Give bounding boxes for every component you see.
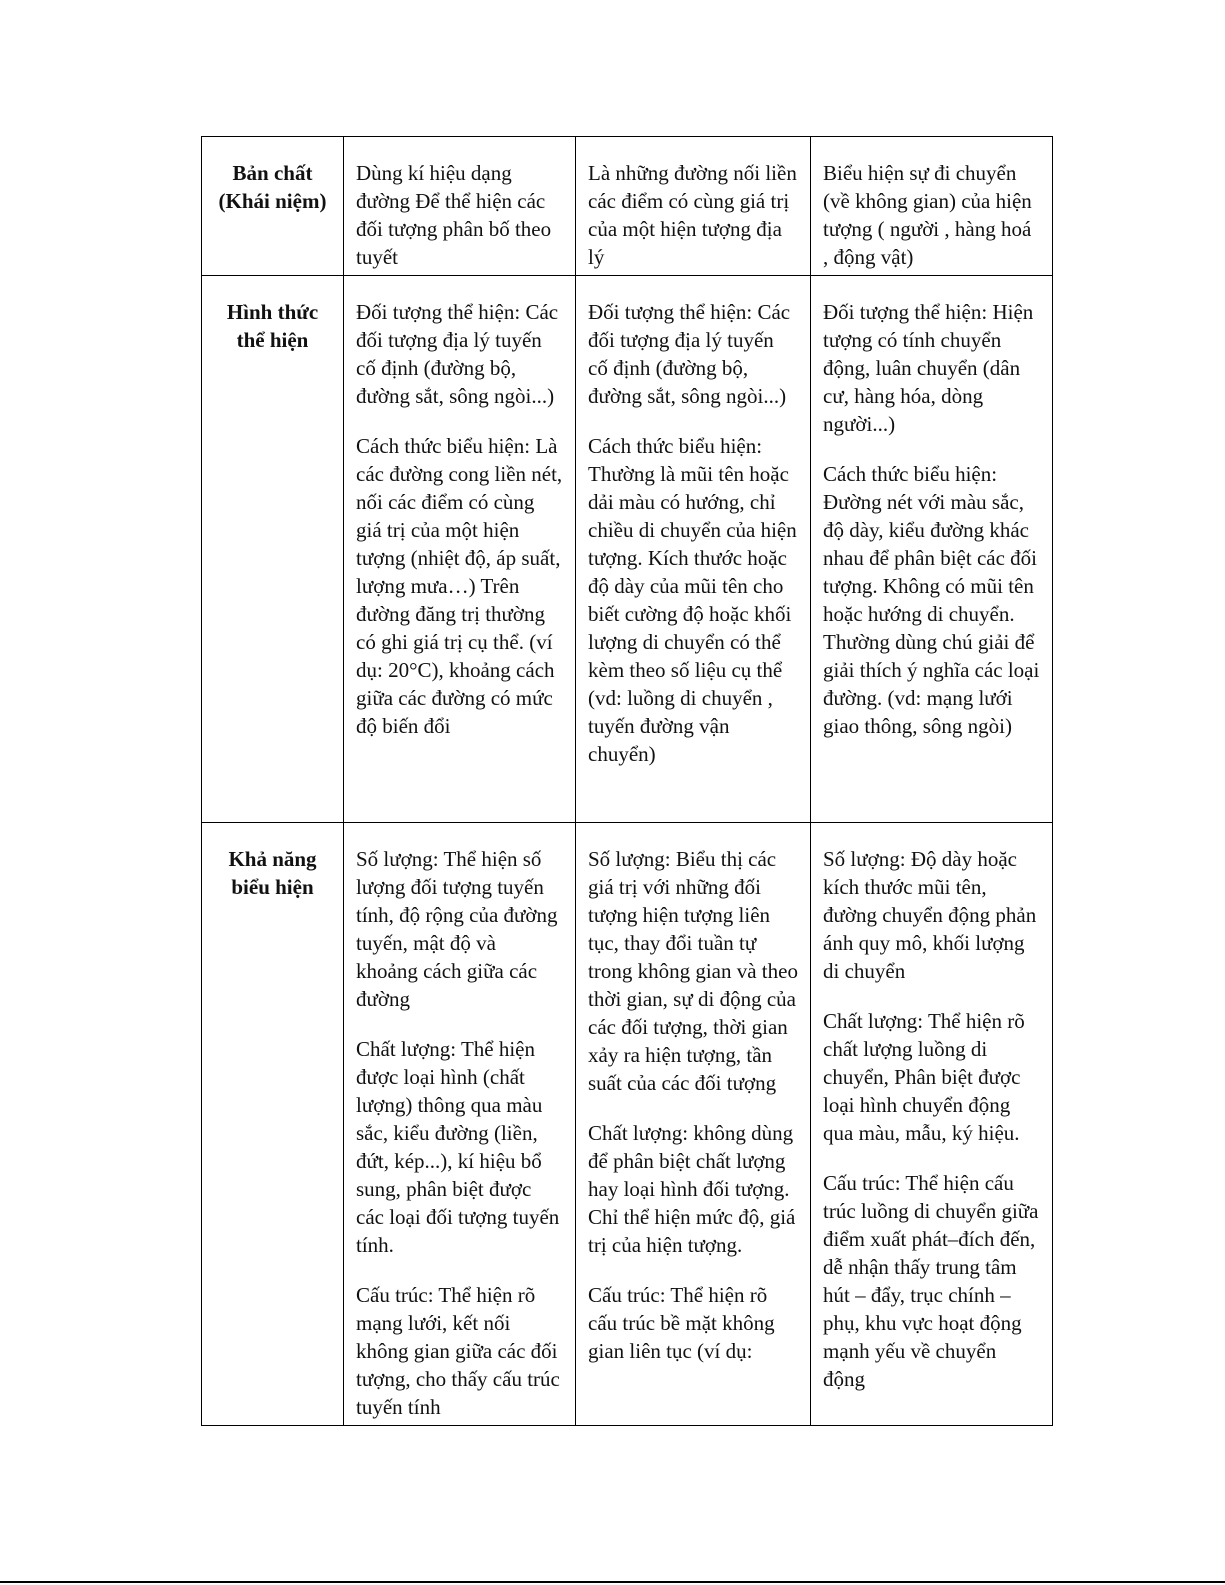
row-header-line: biểu hiện [231, 875, 314, 899]
cell-paragraph: Cấu trúc: Thể hiện cấu trúc luồng di chuyển giữa điểm xuất phát–đích đến, dễ nhận thấy trung tâm hút – đẩy, trục chính – phụ, khu vực hoạt động mạnh yếu về chuyển động [823, 1171, 1039, 1391]
row-header-line: Hình thức [226, 300, 319, 324]
table-cell [576, 137, 811, 276]
cell-paragraph: Số lượng: Biểu thị các giá trị với những đối tượng hiện tượng liên tục, thay đổi tuần tự trong không gian và theo thời gian, sự di động của các đối tượng, thời gian xảy ra hiện tượng, tần suất của các đối tượng [588, 847, 798, 1095]
table-cell [811, 823, 1053, 1426]
table-cell [344, 137, 576, 276]
table-cell [811, 137, 1053, 276]
table-cell [811, 276, 1053, 823]
cell-paragraph: Đối tượng thể hiện: Các đối tượng địa lý tuyến cố định (đường bộ, đường sắt, sông ngòi...) [588, 300, 791, 408]
page-bottom-rule [0, 1581, 1225, 1583]
cell-paragraph: Số lượng: Độ dày hoặc kích thước mũi tên, đường chuyển động phản ánh quy mô, khối lượng di chuyển [823, 847, 1037, 983]
cell-paragraph: Là những đường nối liền các điểm có cùng giá trị của một hiện tượng địa lý [588, 161, 797, 269]
row-header-ban-chat [202, 137, 344, 276]
row-header-line: Bản chất [232, 161, 313, 185]
cell-paragraph: Chất lượng: Thể hiện được loại hình (chất lượng) thông qua màu sắc, kiểu đường (liền, đứt, kép...), kí hiệu bổ sung, phân biệt được các loại đối tượng tuyến tính. [356, 1037, 560, 1257]
table-row-kha-nang [202, 823, 1053, 1426]
table-cell [576, 823, 811, 1426]
table-cell [344, 276, 576, 823]
cell-paragraph: Biểu hiện sự đi chuyển (về không gian) của hiện tượng ( người , hàng hoá , động vật) [823, 161, 1032, 269]
cell-paragraph: Số lượng: Thể hiện số lượng đối tượng tuyến tính, độ rộng của đường tuyến, mật độ và khoảng cách giữa các đường [356, 847, 558, 1011]
cell-paragraph: Chất lượng: Thể hiện rõ chất lượng luồng di chuyển, Phân biệt được loại hình chuyển động qua màu, mẫu, ký hiệu. [823, 1009, 1025, 1145]
cell-paragraph: Dùng kí hiệu dạng đường Để thể hiện các đối tượng phân bố theo tuyết [356, 161, 552, 269]
table-cell [576, 276, 811, 823]
cell-paragraph: Chất lượng: không dùng để phân biệt chất lượng hay loại hình đối tượng. Chỉ thể hiện mức độ, giá trị của hiện tượng. [588, 1121, 796, 1257]
table-cell [344, 823, 576, 1426]
comparison-table [201, 136, 1053, 1426]
row-header-line: (Khái niệm) [218, 189, 327, 213]
row-header-hinh-thuc [202, 276, 344, 823]
table-row-ban-chat [202, 137, 1053, 276]
row-header-kha-nang [202, 823, 344, 1426]
cell-paragraph: Cách thức biểu hiện: Là các đường cong liền nét, nối các điểm có cùng giá trị của một hiện tượng (nhiệt độ, áp suất, lượng mưa…) Trên đường đăng trị thường có ghi giá trị cụ thể. (ví dụ: 20°C), khoảng cách giữa các đường có mức độ biến đổi [356, 434, 563, 738]
cell-paragraph: Đối tượng thể hiện: Hiện tượng có tính chuyển động, luân chuyển (dân cư, hàng hóa, dòng người...) [823, 300, 1034, 436]
cell-paragraph: Cách thức biểu hiện: Thường là mũi tên hoặc dải màu có hướng, chỉ chiều di chuyển của hiện tượng. Kích thước hoặc độ dày của mũi tên cho biết cường độ hoặc khối lượng di chuyển có thể kèm theo số liệu cụ thể (vd: luồng di chuyển , tuyến đường vận chuyển) [588, 434, 797, 766]
cell-paragraph: Cấu trúc: Thể hiện rõ mạng lưới, kết nối không gian giữa các đối tượng, cho thấy cấu trúc tuyến tính [356, 1283, 560, 1419]
table-row-hinh-thuc [202, 276, 1053, 823]
cell-paragraph: Cấu trúc: Thể hiện rõ cấu trúc bề mặt không gian liên tục (ví dụ: [588, 1283, 775, 1363]
cell-paragraph: Đối tượng thể hiện: Các đối tượng địa lý tuyến cố định (đường bộ, đường sắt, sông ngòi...) [356, 300, 559, 408]
row-header-line: Khả năng [228, 847, 317, 871]
cell-paragraph: Cách thức biểu hiện: Đường nét với màu sắc, độ dày, kiểu đường khác nhau để phân biệt các đối tượng. Không có mũi tên hoặc hướng di chuyển. Thường dùng chú giải để giải thích ý nghĩa các loại đường. (vd: mạng lưới giao thông, sông ngòi) [823, 462, 1040, 738]
row-header-line: thể hiện [236, 328, 309, 352]
